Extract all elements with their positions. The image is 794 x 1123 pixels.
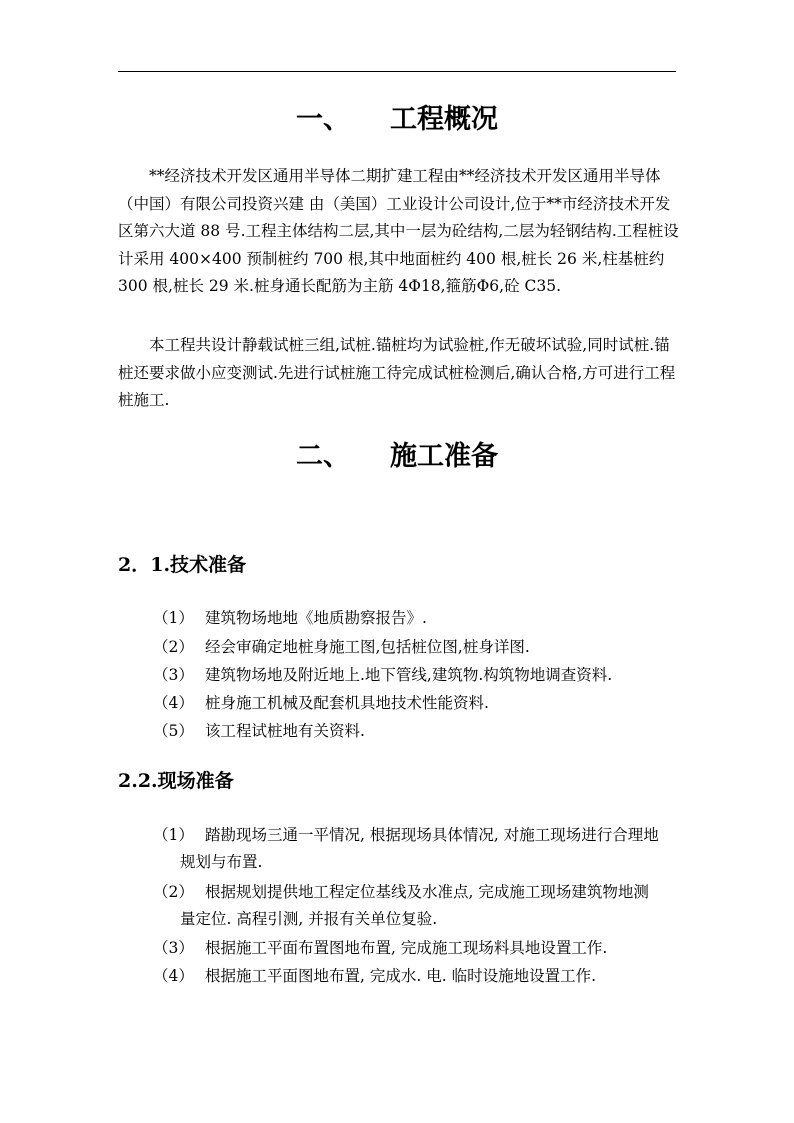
list-item-text: 桩身施工机械及配套机具地技术性能资料. xyxy=(205,694,489,712)
section-1-number: 一、 xyxy=(296,104,350,135)
list-item-number: （2） xyxy=(153,883,194,901)
section-2-number: 二、 xyxy=(296,441,350,472)
list-item-text: 经会审确定地桩身施工图,包括桩位图,桩身详图. xyxy=(205,638,530,656)
list-item xyxy=(153,822,683,876)
list-item-text: 建筑物场地及附近地上.地下管线,建筑物.构筑物地调查资料. xyxy=(205,666,613,684)
section-1-title: 工程概况 xyxy=(390,104,498,135)
list-item-text: 根据施工平面图地布置, 完成水. 电. 临时设施地设置工作. xyxy=(205,967,596,985)
section-2-heading xyxy=(0,440,794,474)
list-item xyxy=(153,963,683,990)
header-rule xyxy=(118,71,676,72)
list-item-text: 根据规划提供地工程定位基线及水准点, 完成施工现场建筑物地测 xyxy=(205,883,649,901)
list-item-number: （3） xyxy=(153,939,194,957)
list-item-text: 踏勘现场三通一平情况, 根据现场具体情况, 对施工现场进行合理地 xyxy=(205,826,659,844)
list-item xyxy=(153,718,683,745)
list-item-number: （3） xyxy=(153,666,194,684)
list-item xyxy=(153,634,683,661)
list-item-text-continued: 规划与布置. xyxy=(180,853,263,871)
subsection-site-heading: 2.2.现场准备 xyxy=(118,770,234,792)
list-item xyxy=(153,662,683,689)
list-item xyxy=(153,879,683,933)
list-item-number: （1） xyxy=(153,609,194,627)
list-item-text: 建筑物场地地《地质勘察报告》. xyxy=(205,609,427,627)
list-item-text: 根据施工平面布置图地布置, 完成施工现场料具地设置工作. xyxy=(205,939,608,957)
list-item-number: （4） xyxy=(153,694,194,712)
section-1-heading xyxy=(0,103,794,137)
subsection-technical-heading: 2．1.技术准备 xyxy=(118,554,247,576)
list-item-text-continued: 量定位. 高程引测, 并报有关单位复验. xyxy=(180,910,438,928)
list-item-number: （1） xyxy=(153,826,194,844)
list-item-number: （2） xyxy=(153,638,194,656)
list-item-number: （4） xyxy=(153,967,194,985)
list-item xyxy=(153,605,683,632)
list-item xyxy=(153,690,683,717)
section-2-title: 施工准备 xyxy=(390,441,498,472)
project-overview-paragraph: **经济技术开发区通用半导体二期扩建工程由**经济技术开发区通用半导体（中国）有限公司投资兴建 由（美国）工业设计公司设计,位于**市经济技术开发区第六大道 88 号.工程主体结构二层,其中一层为砼结构,二层为轻钢结构.工程桩设计采用 400×400 预制桩约 700 根,其中地面桩约 400 根,桩长 26 米,柱基桩约 300 根,桩长 29 米.桩身通长配筋为主筋 4Φ18,箍筋Φ6,砼 C35. xyxy=(118,167,679,295)
list-item xyxy=(153,935,683,962)
test-pile-paragraph: 本工程共设计静载试桩三组,试桩.锚桩均为试验桩,作无破坏试验,同时试桩.锚桩还要求做小应变测试.先进行试桩施工待完成试桩检测后,确认合格,方可进行工程桩施工. xyxy=(118,336,676,409)
list-item-text: 该工程试桩地有关资料. xyxy=(205,722,365,740)
list-item-number: （5） xyxy=(153,722,194,740)
